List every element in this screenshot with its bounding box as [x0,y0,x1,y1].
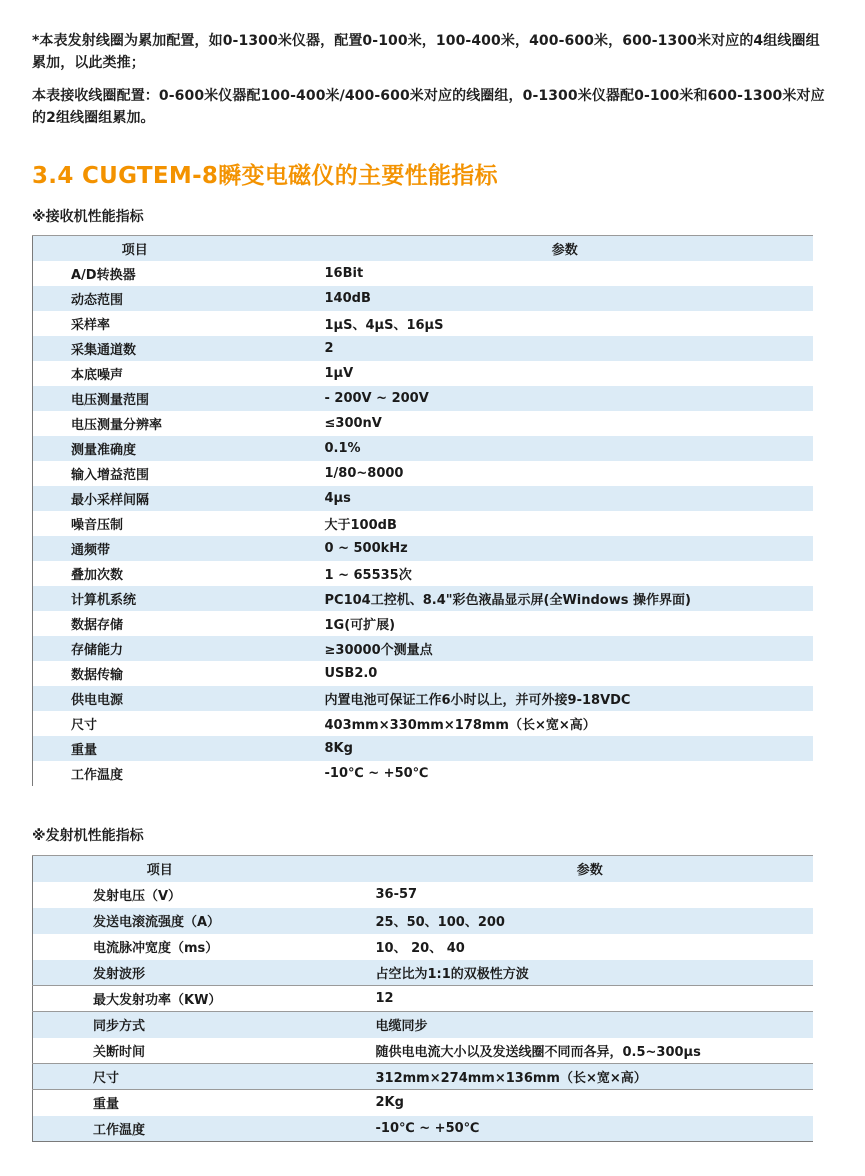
spec-value: 0 ~ 500kHz [324,540,408,556]
spec-value: USB2.0 [324,665,378,681]
section-title: 3.4 CUGTEM-8瞬变电磁仪的主要性能指标 [32,163,498,189]
table-row [33,611,814,636]
table-row [33,908,814,934]
spec-item: 叠加次数 [71,567,124,583]
table-row [33,311,814,336]
table-row [33,1038,814,1064]
spec-item: 供电电源 [71,692,124,708]
note-transmit-coil: *本表发射线圈为累加配置，如0-1300米仪器，配置0-100米，100-400米，400-600米，600-1300米对应的4组线圈组累加，以此类推； [32,33,820,71]
table-row [33,261,814,286]
table-row [33,411,814,436]
spec-value: 0.1% [324,440,361,456]
receiver-label: ※接收机性能指标 [32,209,144,225]
spec-item: 电压测量分辨率 [71,417,163,433]
spec-value: -10℃ ~ +50℃ [375,1120,480,1136]
spec-item: 发射电压（V） [93,889,182,904]
spec-value: 312mm×274mm×136mm（长×宽×高） [367,1064,814,1090]
spec-item: 重量 [33,1090,367,1116]
spec-item: A/D转换器 [71,267,136,283]
spec-value: 16Bit [324,265,364,281]
spec-item: 工作温度 [93,1122,146,1138]
table-row [33,711,814,736]
spec-value: PC104工控机、8.4"彩色液晶显示屏(全Windows 操作界面) [324,592,691,608]
spec-item: 本底噪声 [71,367,124,383]
spec-value: 36-57 [375,887,418,902]
spec-value: 1μS、4μS、16μS [324,317,444,333]
table-row [33,486,814,511]
spec-value: ≥30000个测量点 [324,642,433,658]
table-header-row [33,236,814,261]
spec-item: 尺寸 [33,1064,367,1090]
table-row [33,1116,814,1142]
spec-item: 采样率 [71,317,111,333]
spec-item: 最大发射功率（KW） [33,986,367,1012]
table-row [33,736,814,761]
spec-value: 8Kg [324,740,353,756]
spec-item: 尺寸 [71,717,98,733]
table-row [33,286,814,311]
spec-item: 同步方式 [33,1012,367,1038]
table-header-row [33,856,814,882]
spec-item: 计算机系统 [71,592,137,608]
spec-item: 输入增益范围 [71,467,150,483]
spec-item: 电流脉冲宽度（ms） [93,941,219,956]
spec-value: 电缆同步 [367,1012,814,1038]
spec-item: 重量 [71,742,98,758]
spec-value: -10℃ ~ +50℃ [324,765,429,781]
spec-item: 噪音压制 [71,517,124,533]
table-row [33,1012,814,1038]
spec-value: 10、 20、 40 [375,941,465,956]
spec-item: 测量准确度 [71,442,137,458]
table-row [33,586,814,611]
table-row [33,934,814,960]
header-item: 项目 [146,863,173,879]
spec-item: 发送电滚流强度（A） [93,915,221,930]
spec-value: 2Kg [367,1090,814,1116]
spec-value: 140dB [324,290,371,306]
spec-value: 4μs [324,490,351,506]
receiver-spec-table [32,235,813,786]
spec-value: 内置电池可保证工作6小时以上，并可外接9-18VDC [324,692,631,708]
spec-value: ≤300nV [324,415,382,431]
spec-value: 1 ~ 65535次 [324,567,412,583]
spec-item: 发射波形 [93,966,146,982]
spec-item: 关断时间 [93,1044,146,1060]
table-row [33,1090,814,1116]
spec-item: 电压测量范围 [71,392,150,408]
table-row [33,1064,814,1090]
header-param: 参数 [551,242,578,258]
spec-item: 数据传输 [71,667,124,683]
spec-value: 403mm×330mm×178mm（长×宽×高） [324,717,596,733]
spec-value: - 200V ~ 200V [324,390,429,406]
spec-value: 25、50、100、200 [375,915,505,930]
table-row [33,636,814,661]
spec-item: 动态范围 [71,292,124,308]
spec-value: 1μV [324,365,354,381]
spec-value: 12 [367,986,814,1012]
table-row [33,761,814,786]
header-param: 参数 [576,863,603,879]
table-row [33,386,814,411]
spec-value: 2 [324,340,334,356]
table-row [33,361,814,386]
spec-item: 数据存储 [71,617,124,633]
spec-item: 采集通道数 [71,342,137,358]
transmitter-spec-table [32,855,813,1142]
spec-value: 1G(可扩展) [324,617,396,633]
table-row [33,686,814,711]
transmitter-label: ※发射机性能指标 [32,828,144,844]
table-row [33,986,814,1012]
spec-item: 最小采样间隔 [71,492,150,508]
spec-item: 工作温度 [71,767,124,783]
table-row [33,511,814,536]
table-row [33,536,814,561]
spec-value: 大于100dB [324,517,397,533]
table-row [33,661,814,686]
table-row [33,960,814,986]
spec-item: 存储能力 [71,642,124,658]
spec-value: 1/80~8000 [324,465,404,481]
table-row [33,461,814,486]
spec-item: 通频带 [71,542,111,558]
spec-value: 占空比为1:1的双极性方波 [375,966,529,982]
table-row [33,436,814,461]
header-item: 项目 [121,242,148,258]
table-row [33,882,814,908]
note-receive-coil: 本表接收线圈配置：0-600米仪器配100-400米/400-600米对应的线圈组，0-1300米仪器配0-100米和600-1300米对应的2组线圈组累加。 [32,88,825,126]
table-row [33,561,814,586]
spec-value: 随供电电流大小以及发送线圈不同而各异，0.5~300μs [375,1044,701,1060]
table-row [33,336,814,361]
